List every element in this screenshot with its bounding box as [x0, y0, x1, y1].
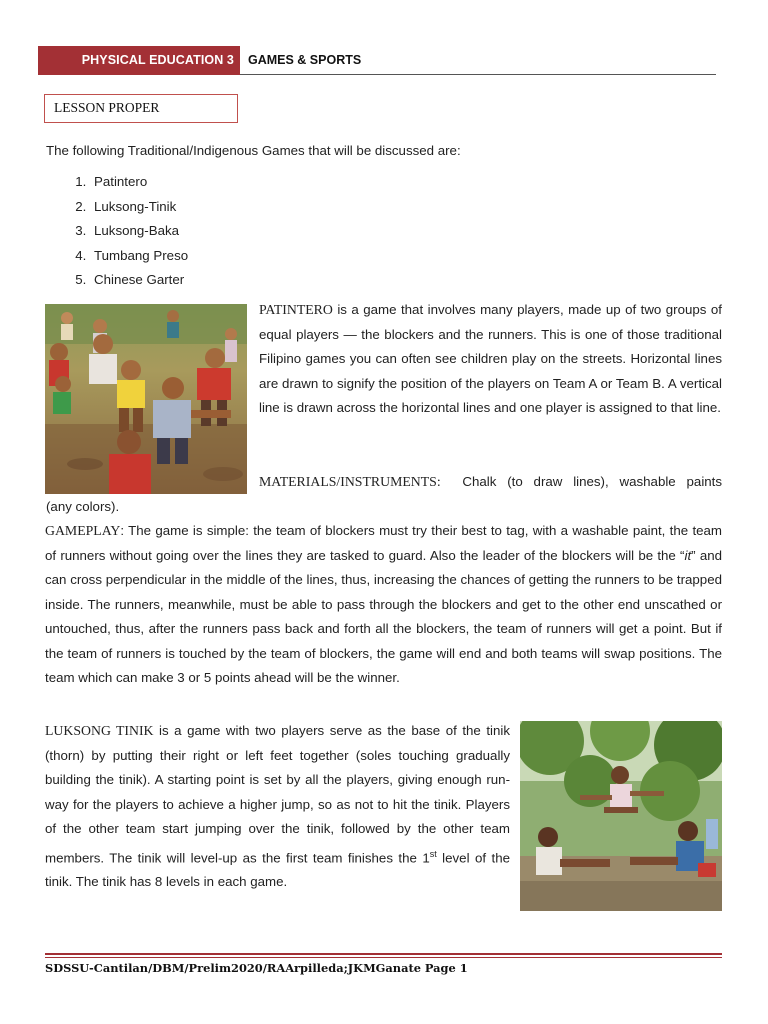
- header-rule: [240, 74, 716, 75]
- intro-text: The following Traditional/Indigenous Games that will be discussed are:: [46, 143, 461, 158]
- footer-rule: [45, 957, 722, 958]
- patintero-text: is a game that involves many players, made up of two groups of equal players — the blockers and the runners. This is one of those traditional Filipino games you can often see children play on the streets. Horizontal lines are drawn to signify the position of the players on Team A or Team B. A vertical line is drawn across the horizontal lines and one player is assigned to that line.: [259, 302, 722, 415]
- patintero-name: PATINTERO: [259, 302, 333, 317]
- luksong-tinik-photo: [520, 721, 722, 911]
- ordinal-superscript: st: [429, 848, 437, 859]
- games-list: [45, 174, 188, 297]
- luksong-tinik-name: LUKSONG TINIK: [45, 723, 154, 738]
- header-topic: GAMES & SPORTS: [248, 53, 362, 67]
- materials-line: [259, 470, 722, 495]
- header-subject: PHYSICAL EDUCATION 3: [81, 53, 234, 67]
- footer-rule: [45, 953, 722, 955]
- page-footer: SDSSU-Cantilan/DBM/Prelim2020/RAArpilleda;JKMGanate Page 1: [45, 961, 468, 975]
- gameplay-text-a: : The game is simple: the team of blockers must try their best to tag, with a washable paint, the team of runners without going over the lines they are tasked to guard. Also the leader of the blockers will be the “: [45, 523, 722, 563]
- gameplay-text-b: ” and can cross perpendicular in the middle of the lines, thus, increasing the chances of getting the runners to be trapped inside. The runners, meanwhile, must be able to pass through the blockers and get to the other end unscathed or untouched, thus, after the runners pass back and forth all the blockers, the team of runners will get a point. But if the team of runners is touched by the team of blockers, the game will end and both teams will swap positions. The team which can make 3 or 5 points ahead will be the winner.: [45, 547, 722, 685]
- materials-cont: (any colors).: [46, 499, 120, 514]
- list-item: 3. Luksong-Baka: [90, 223, 188, 248]
- gameplay-label: GAMEPLAY: [45, 523, 121, 538]
- luksong-tinik-text-a: is a game with two players serve as the base of the tinik (thorn) by putting their right or left feet together (soles touching gradually building the tinik). A starting point is set by all the players, giving enough run-way for the players to achieve a higher jump, so as not to hit the tinik. Players of the other team start jumping over the tinik, followed by the other team members. The tinik will level-up as the first team finishes the 1: [45, 723, 510, 865]
- luksong-tinik-paragraph: [45, 719, 510, 895]
- materials-label: MATERIALS/INSTRUMENTS:: [259, 474, 441, 489]
- list-item: 1. Patintero: [90, 174, 188, 199]
- header-subject-bar: [38, 46, 240, 75]
- luksong-tinik-text-b: level of the tinik. The tinik has 8 levels in each game.: [45, 849, 510, 890]
- gameplay-it: it: [684, 547, 692, 563]
- list-item: 5. Chinese Garter: [90, 272, 188, 297]
- list-item: 2. Luksong-Tinik: [90, 199, 188, 224]
- list-item: 4. Tumbang Preso: [90, 248, 188, 273]
- gameplay-paragraph: [45, 519, 722, 691]
- patintero-illustration: [45, 304, 247, 494]
- materials-text: Chalk (to draw lines), washable paints: [462, 474, 723, 489]
- lesson-proper-box: LESSON PROPER: [44, 94, 238, 123]
- patintero-paragraph: [259, 298, 722, 421]
